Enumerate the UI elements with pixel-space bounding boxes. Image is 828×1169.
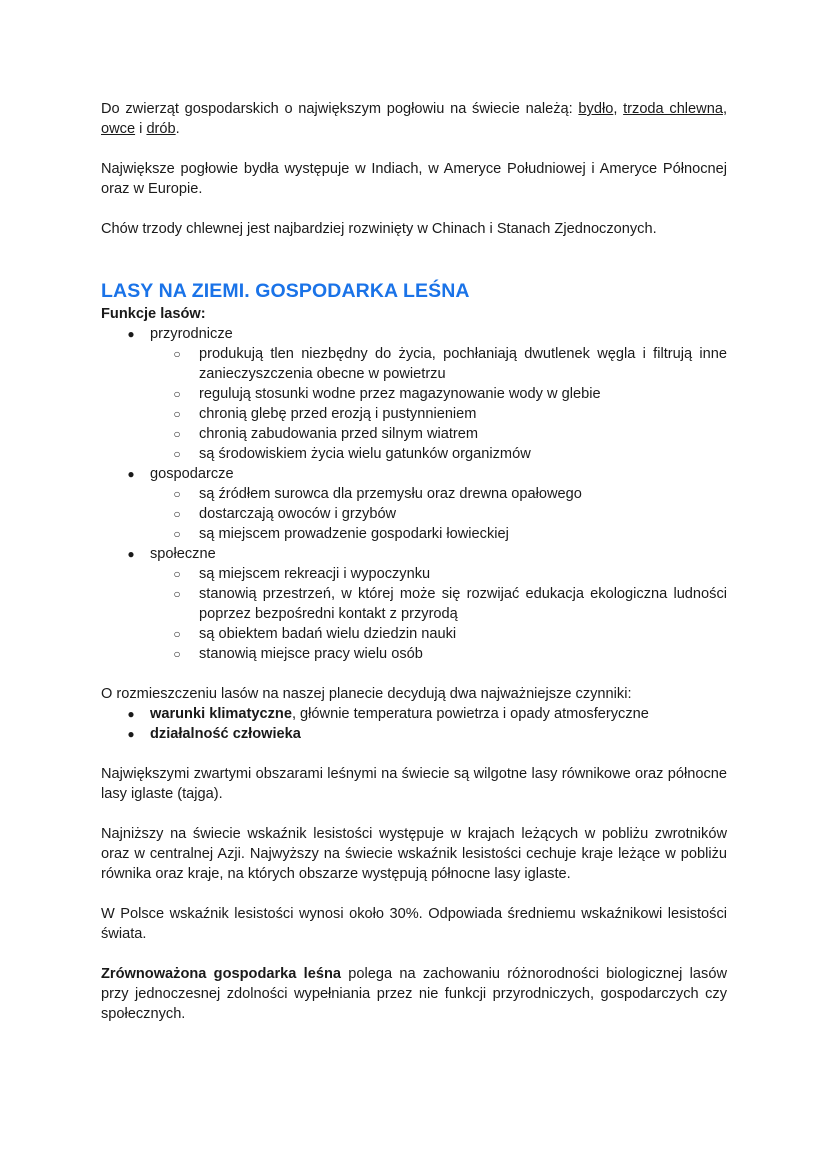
list-item bbox=[150, 384, 727, 404]
paragraph-cattle: Największe pogłowie bydła występuje w Indiach, w Ameryce Południowej i Ameryce Północnej oraz w Europie. bbox=[101, 161, 727, 197]
list-item bbox=[150, 584, 727, 624]
hollow-bullet-icon: ○ bbox=[173, 407, 181, 421]
paragraph-sustainable bbox=[101, 964, 727, 1024]
sub-list bbox=[150, 484, 727, 544]
function-item bbox=[101, 544, 727, 664]
list-item bbox=[150, 424, 727, 444]
bullet-icon: ● bbox=[127, 327, 135, 341]
list-item bbox=[150, 444, 727, 464]
function-label: przyrodnicze bbox=[150, 326, 233, 342]
list-item bbox=[150, 524, 727, 544]
factor-bold: warunki klimatyczne bbox=[150, 706, 292, 722]
function-item bbox=[101, 464, 727, 544]
separator: , bbox=[722, 101, 728, 117]
spacer bbox=[101, 944, 727, 964]
function-item bbox=[101, 324, 727, 464]
hollow-bullet-icon: ○ bbox=[173, 527, 181, 541]
list-item bbox=[150, 644, 727, 664]
factors-list bbox=[101, 704, 727, 744]
functions-subheading: Funkcje lasów: bbox=[101, 306, 206, 322]
bullet-icon: ● bbox=[127, 467, 135, 481]
bullet-icon: ● bbox=[127, 547, 135, 561]
list-item bbox=[150, 624, 727, 644]
spacer bbox=[101, 744, 727, 764]
spacer bbox=[101, 664, 727, 684]
link-trzoda-chlewna[interactable]: trzoda chlewna bbox=[623, 101, 723, 117]
functions-list bbox=[101, 324, 727, 664]
spacer bbox=[101, 239, 727, 278]
hollow-bullet-icon: ○ bbox=[173, 627, 181, 641]
hollow-bullet-icon: ○ bbox=[173, 587, 181, 601]
hollow-bullet-icon: ○ bbox=[173, 647, 181, 661]
paragraph-text: Do zwierząt gospodarskich o największym pogłowiu na świecie należą: bbox=[101, 101, 579, 117]
factor-bold: działalność człowieka bbox=[150, 726, 301, 742]
spacer bbox=[101, 804, 727, 824]
factor-text: , głównie temperatura powietrza i opady atmosferyczne bbox=[291, 706, 649, 722]
list-item bbox=[150, 504, 727, 524]
hollow-bullet-icon: ○ bbox=[173, 567, 181, 581]
separator: , bbox=[613, 101, 624, 117]
period: . bbox=[175, 121, 180, 137]
paragraph-forest-index: Najniższy na świecie wskaźnik lesistości występuje w krajach leżących w pobliżu zwrotników oraz w centralnej Azji. Najwyższy na świecie wskaźnik lesistości cechuje kraje leżące w pobliżu równika oraz kraje, na których obszarze występują północne lasy iglaste. bbox=[101, 826, 727, 882]
sub-list bbox=[150, 344, 727, 464]
list-item bbox=[150, 344, 727, 384]
hollow-bullet-icon: ○ bbox=[173, 387, 181, 401]
paragraph-livestock bbox=[101, 99, 727, 139]
list-item-text: regulują stosunki wodne przez magazynowanie wody w glebie bbox=[199, 386, 601, 402]
function-label: gospodarcze bbox=[150, 466, 234, 482]
list-item-text: są źródłem surowca dla przemysłu oraz drewna opałowego bbox=[199, 486, 582, 502]
spacer bbox=[101, 199, 727, 219]
spacer bbox=[101, 884, 727, 904]
list-item-text: są miejscem rekreacji i wypoczynku bbox=[199, 566, 431, 582]
paragraph-pigs: Chów trzody chlewnej jest najbardziej rozwinięty w Chinach i Stanach Zjednoczonych. bbox=[101, 221, 657, 237]
list-item-text: stanowią miejsce pracy wielu osób bbox=[199, 646, 423, 662]
sustainable-bold: Zrównoważona gospodarka leśna bbox=[101, 966, 341, 982]
list-item-text: są obiektem badań wielu dziedzin nauki bbox=[199, 626, 457, 642]
sustainable-text: polega na zachowaniu różnorodności biologicznej lasów przy jednoczesnej zdolności wypełniania przez nie funkcji przyrodniczych, gospodarczych czy społecznych. bbox=[101, 966, 727, 1022]
link-drob[interactable]: drób bbox=[146, 121, 176, 137]
document-page bbox=[101, 99, 727, 1024]
hollow-bullet-icon: ○ bbox=[173, 447, 181, 461]
list-item-text: chronią glebę przed erozją i pustynnieniem bbox=[199, 406, 477, 422]
hollow-bullet-icon: ○ bbox=[173, 507, 181, 521]
spacer bbox=[101, 139, 727, 159]
list-item-text: stanowią przestrzeń, w której może się rozwijać edukacja ekologiczna ludności poprzez bezpośredni kontakt z przyrodą bbox=[199, 586, 727, 622]
list-item-text: są środowiskiem życia wielu gatunków organizmów bbox=[199, 446, 531, 462]
sub-list bbox=[150, 564, 727, 664]
paragraph-largest-forests: Największymi zwartymi obszarami leśnymi na świecie są wilgotne lasy równikowe oraz północne lasy iglaste (tajga). bbox=[101, 766, 727, 802]
paragraph-factors-intro: O rozmieszczeniu lasów na naszej planecie decydują dwa najważniejsze czynniki: bbox=[101, 686, 632, 702]
list-item-text: chronią zabudowania przed silnym wiatrem bbox=[199, 426, 479, 442]
function-label: społeczne bbox=[150, 546, 216, 562]
bullet-icon: ● bbox=[127, 707, 135, 721]
list-item bbox=[150, 484, 727, 504]
list-item-text: dostarczają owoców i grzybów bbox=[199, 506, 397, 522]
list-item-text: są miejscem prowadzenie gospodarki łowieckiej bbox=[199, 526, 509, 542]
link-owce[interactable]: owce bbox=[101, 121, 136, 137]
factor-item bbox=[101, 724, 727, 744]
link-bydlo[interactable]: bydło bbox=[578, 101, 614, 117]
bullet-icon: ● bbox=[127, 727, 135, 741]
section-heading: LASY NA ZIEMI. GOSPODARKA LEŚNA bbox=[101, 280, 470, 302]
hollow-bullet-icon: ○ bbox=[173, 347, 181, 361]
hollow-bullet-icon: ○ bbox=[173, 427, 181, 441]
list-item bbox=[150, 564, 727, 584]
paragraph-poland: W Polsce wskaźnik lesistości wynosi około 30%. Odpowiada średniemu wskaźnikowi lesistości świata. bbox=[101, 906, 727, 942]
factor-item bbox=[101, 704, 727, 724]
list-item-text: produkują tlen niezbędny do życia, pochłaniają dwutlenek węgla i filtrują inne zanieczyszczenia obecne w powietrzu bbox=[199, 346, 727, 382]
separator: i bbox=[135, 121, 147, 137]
hollow-bullet-icon: ○ bbox=[173, 487, 181, 501]
list-item bbox=[150, 404, 727, 424]
